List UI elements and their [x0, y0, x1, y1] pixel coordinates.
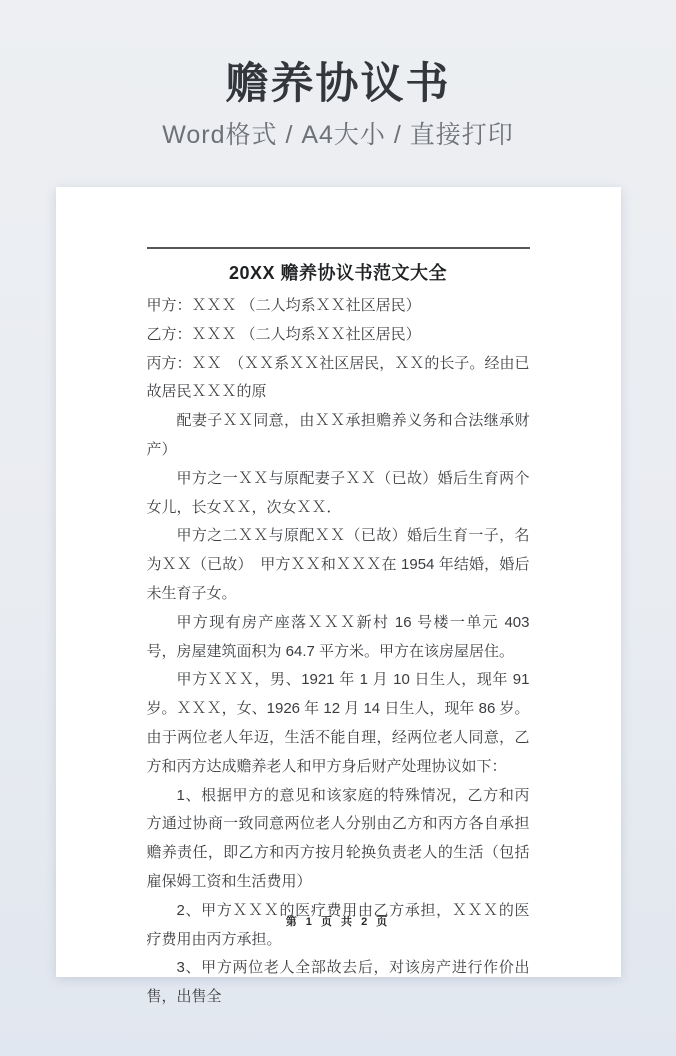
paragraph-clause-3: 3、甲方两位老人全部故去后，对该房产进行作价出售，出售全: [146, 959, 530, 1006]
paragraph-party-c: 丙方：ＸＸ （ＸＸ系ＸＸ社区居民，ＸＸ的长子。经由已故居民ＸＸＸ的原: [146, 354, 530, 401]
paragraph-party-a: 甲方：ＸＸＸ （二人均系ＸＸ社区居民）: [146, 297, 421, 314]
paragraph-clause-1: 1、根据甲方的意见和该家庭的特殊情况，乙方和丙方通过协商一致同意两位老人分别由乙方和丙方各自承担赡养责任，即乙方和丙方按月轮换负责老人的生活（包括雇保姆工资和生活费用）: [146, 786, 530, 890]
paragraph-clause-2: 2、甲方ＸＸＸ的医疗费用由乙方承担，ＸＸＸ的医疗费用由丙方承担。: [146, 901, 530, 948]
banner-title: 赡养协议书: [225, 60, 451, 108]
paragraph-spouse-consent: 配妻子ＸＸ同意，由ＸＸ承担赡养义务和合法继承财产）: [146, 412, 530, 458]
paragraph-party-b: 乙方：ＸＸＸ （二人均系ＸＸ社区居民）: [146, 325, 421, 343]
paragraph-ages-agreement: 甲方ＸＸＸ，男、1921 年 1 月 10 日生人，现年 91 岁。ＸＸＸ，女、1926 年 12 月 14 日生人，现年 86 岁。由于两位老人年迈，生活不能自理，经两位老人同意，乙方和丙方达成赡养老人和甲方身后财产处理协议如下：: [146, 671, 530, 775]
paragraph-daughters: 甲方之一ＸＸ与原配妻子ＸＸ（已故）婚后生育两个女儿，长女ＸＸ，次女ＸＸ．: [146, 469, 530, 516]
paragraph-son-marriage: 甲方之二ＸＸ与原配ＸＸ（已故）婚后生育一子，名为ＸＸ（已故） 甲方ＸＸ和ＸＸＸ在 1954 年结婚，婚后未生育子女。: [146, 527, 530, 602]
paragraph-property: 甲方现有房产座落ＸＸＸ新村 16 号楼一单元 403 号，房屋建筑面积为 64.7 平方米。甲方在该房屋居住。: [146, 613, 530, 660]
document-body: [147, 292, 530, 1012]
document-page: [56, 187, 621, 1006]
document-title: 20XX 赡养协议书范文大全: [228, 263, 448, 283]
page-number-footer: 第 1 页 共 2 页: [285, 916, 391, 928]
banner-subtitle: Word格式 / A4大小 / 直接打印: [162, 121, 514, 149]
banner: [0, 0, 676, 151]
header-rule: [147, 247, 530, 249]
